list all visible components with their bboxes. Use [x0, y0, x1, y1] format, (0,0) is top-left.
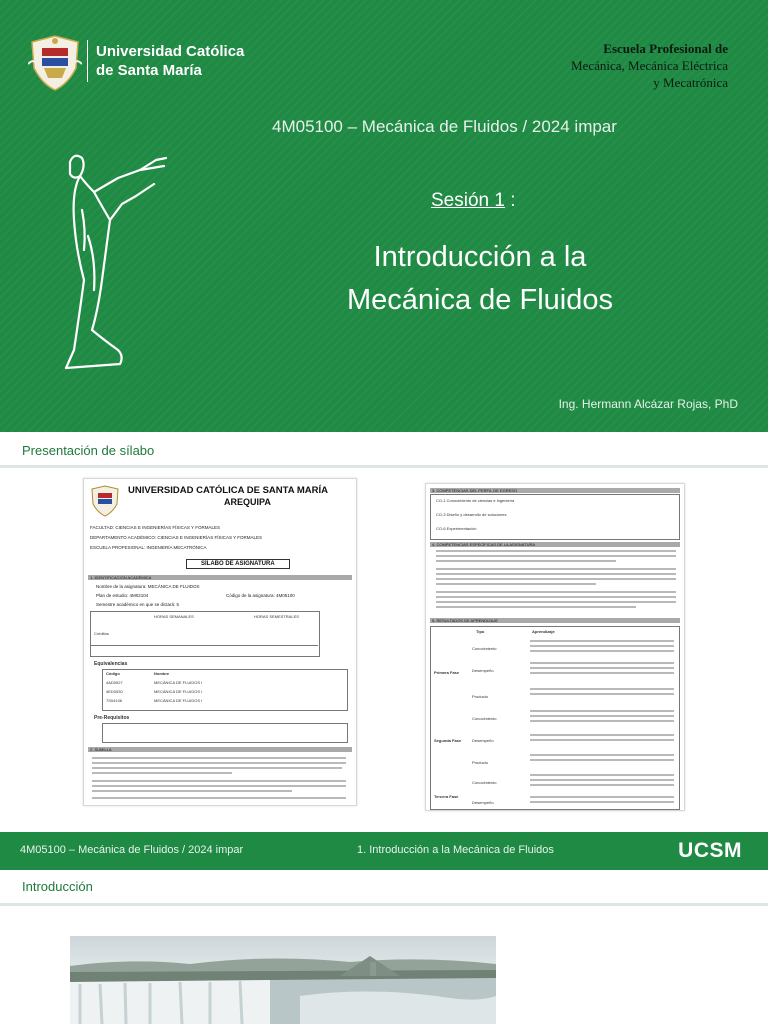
syllabus-code: Código de la asignatura: 4M05100 [226, 593, 295, 598]
footer-course: 4M05100 – Mecánica de Fluidos / 2024 impar [20, 844, 244, 856]
ra-type-product: Producto [472, 694, 489, 699]
competencia-text-line [436, 601, 676, 603]
course-title: 4M05100 – Mecánica de Fluidos / 2024 impar [272, 117, 617, 136]
slide-main-title [300, 236, 660, 322]
ra-text-line [530, 759, 674, 761]
hours-table-rule [90, 645, 318, 646]
hours-weekly-header: HORAS SEMANALES [154, 614, 194, 619]
session-label [431, 190, 516, 212]
ra-text-line [530, 774, 674, 776]
competencia-3: CO-6 Experimentación [436, 526, 477, 531]
syllabus-department: DEPARTAMENTO ACADÉMICO: CIENCIAS E INGENIERÍAS FÍSICAS Y FORMALES [90, 535, 263, 540]
sumilla-text-line [92, 780, 346, 782]
competencia-text-line [436, 573, 676, 575]
syllabus-page-2 [425, 483, 685, 811]
eq-row-2-code: 4ED0530 [106, 689, 123, 694]
main-title-line1: Introducción a la [373, 241, 587, 273]
competencia-text-line [436, 560, 616, 562]
syllabus-subject: Nombre de la asignatura: MECÁNICA DE FLUIDOS [96, 584, 200, 589]
ra-type-performance: Desempeño [472, 738, 494, 743]
prerequisites-label: Pre-Requisitos [94, 715, 130, 721]
eq-row-3-name: MECÁNICA DE FLUIDOS I [154, 698, 203, 703]
sumilla-text-line [92, 767, 342, 769]
university-crest-icon [28, 34, 82, 92]
ra-aprendizaje-header: Aprendizaje [532, 629, 555, 634]
syllabus-section-3: 3. COMPETENCIAS DEL PERFIL DE EGRESO [430, 488, 680, 493]
ra-text-line [530, 650, 674, 652]
competencia-text-line [436, 568, 676, 570]
competencia-text-line [436, 591, 676, 593]
competencia-2: CO-3 Diseño y desarrollo de soluciones [436, 512, 507, 517]
competencia-text-line [436, 550, 676, 552]
hours-semester-header: HORAS SEMESTRALES [254, 614, 299, 619]
syllabus-faculty: FACULTAD: CIENCIAS E INGENIERÍAS FÍSICAS Y FORMALES [90, 525, 220, 530]
learning-results-table [430, 626, 680, 810]
syllabus-city: AREQUIPA [224, 497, 271, 507]
school-name-line3: y Mecatrónica [653, 75, 728, 90]
syllabus-doc-title: SÍLABO DE ASIGNATURA [186, 559, 290, 569]
school-name-line2: Mecánica, Mecánica Eléctrica [571, 58, 728, 73]
eq-name-header: Nombre [154, 671, 170, 676]
waterfall-illustration [70, 936, 496, 1024]
syllabus-semester: Semestre académico en que se dictará: 5 [96, 602, 180, 607]
ra-type-knowledge: Conocimiento [472, 646, 497, 651]
school-name [571, 40, 728, 91]
ra-text-line [530, 710, 674, 712]
ra-text-line [530, 734, 674, 736]
phase-2-label: Segunda Fase [434, 738, 462, 743]
session-colon: : [504, 190, 516, 211]
eq-row-3-code: 7S04106 [106, 698, 123, 703]
phase-3-label: Tercera Fase [434, 794, 459, 799]
competencia-1: CO-1 Conocimiento de ciencias e ingeniería [436, 498, 515, 503]
competencia-text-line [436, 596, 676, 598]
ra-type-performance: Desempeño [472, 800, 494, 805]
ra-type-knowledge: Conocimiento [472, 716, 497, 721]
syllabus-plan: Plan de estudio: 4M02104 [96, 593, 149, 598]
ra-text-line [530, 715, 674, 717]
sumilla-text-line [92, 762, 346, 764]
syllabus-page-1 [83, 478, 357, 806]
ra-text-line [530, 796, 674, 798]
sumilla-text-line [92, 785, 346, 787]
university-name-line2: de Santa María [96, 62, 202, 79]
waterfall-photo [70, 936, 496, 1024]
ra-text-line [530, 645, 674, 647]
ra-text-line [530, 640, 674, 642]
title-slide [0, 0, 768, 432]
sumilla-text-line [92, 772, 232, 774]
section-heading-bar [0, 870, 768, 902]
syllabus-crest-icon [90, 485, 120, 517]
competencia-text-line [436, 606, 636, 608]
syllabus-university: UNIVERSIDAD CATÓLICA DE SANTA MARÍA [128, 485, 329, 496]
university-name-line1: Universidad Católica [96, 43, 245, 60]
section-divider [0, 903, 768, 906]
ra-type-product: Producto [472, 760, 489, 765]
eq-row-1-name: MECÁNICA DE FLUIDOS I [154, 680, 203, 685]
main-title-line2: Mecánica de Fluidos [347, 284, 613, 316]
syllabus-section-2: 2. SUMILLA [88, 747, 352, 752]
section-heading-syllabus: Presentación de sílabo [22, 443, 155, 458]
syllabus-section-5: 5. RESULTADOS DE APRENDIZAJE [430, 618, 680, 623]
university-name [96, 42, 244, 80]
competencia-text-line [436, 578, 676, 580]
slide-footer [0, 832, 768, 870]
ra-text-line [530, 688, 674, 690]
footer-brand-logo: UCSM [678, 839, 742, 862]
ra-text-line [530, 739, 674, 741]
sumilla-text-line [92, 790, 292, 792]
ra-type-performance: Desempeño [472, 668, 494, 673]
logo-divider [87, 40, 88, 82]
sumilla-text-line [92, 757, 346, 759]
ra-text-line [530, 779, 674, 781]
ra-type-knowledge: Conocimiento [472, 780, 497, 785]
syllabus-school: ESCUELA PROFESIONAL: INGENIERÍA MECATRÓNICA [90, 545, 207, 550]
eq-row-2-name: MECÁNICA DE FLUIDOS I [154, 689, 203, 694]
ra-text-line [530, 662, 674, 664]
ra-text-line [530, 693, 674, 695]
ra-text-line [530, 720, 674, 722]
author-name: Ing. Hermann Alcázar Rojas, PhD [558, 397, 738, 411]
equivalencias-label: Equivalencias [94, 661, 128, 667]
credits-header: Créditos [94, 631, 109, 636]
prerequisites-table [102, 723, 348, 743]
ra-tipo-header: Tipo [476, 629, 485, 634]
equivalencias-table [102, 669, 348, 711]
virgin-statue-outline-icon [44, 150, 174, 375]
eq-code-header: Código [106, 671, 120, 676]
ra-text-line [530, 784, 674, 786]
syllabus-section-1: 1. IDENTIFICACIÓN ACADÉMICA [88, 575, 352, 580]
section-divider [0, 465, 768, 468]
footer-topic: 1. Introducción a la Mecánica de Fluidos [357, 844, 554, 856]
phase-1-label: Primera Fase [434, 670, 460, 675]
syllabus-section-4: 4. COMPETENCIAS ESPECÍFICAS DE LA ASIGNATURA [430, 542, 680, 547]
ra-text-line [530, 667, 674, 669]
competencia-text-line [436, 555, 676, 557]
session-number: Sesión 1 [431, 190, 505, 211]
section-heading-introduction: Introducción [22, 879, 93, 894]
ra-text-line [530, 672, 674, 674]
section-heading-bar [0, 434, 768, 466]
sumilla-text-line [92, 797, 346, 799]
school-name-line1: Escuela Profesional de [603, 41, 728, 56]
ra-text-line [530, 801, 674, 803]
competencia-text-line [436, 583, 596, 585]
ra-text-line [530, 754, 674, 756]
eq-row-1-code: 4AD0527 [106, 680, 123, 685]
